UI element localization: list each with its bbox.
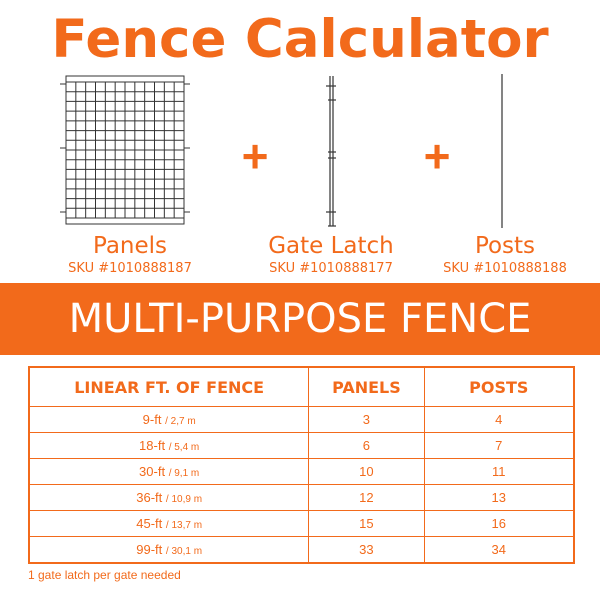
posts-cell: 16 [424,511,574,537]
posts-label: Posts [474,233,536,259]
feet-value: 18-ft [139,438,166,453]
table-row [29,433,574,459]
table-row [29,407,574,433]
panels-sku: SKU #1010888187 [68,261,192,276]
metric-value: / 30,1 m [165,546,203,557]
feet-value: 36-ft [136,490,163,505]
panels-cell: 10 [309,459,424,485]
plus-icon: + [423,130,451,182]
gate-latch-image [320,72,346,232]
panels-cell: 3 [309,407,424,433]
table-row [29,459,574,485]
length-cell [29,537,309,564]
fence-panel-icon [60,72,192,232]
gate-latch-icon [320,72,346,232]
metric-value: / 10,9 m [165,494,203,505]
length-cell [29,407,309,433]
length-cell [29,459,309,485]
panels-label: Panels [92,233,168,259]
posts-cell: 13 [424,485,574,511]
feet-value: 30-ft [139,464,166,479]
gate-latch-label: Gate Latch [268,233,394,259]
length-cell [29,511,309,537]
banner [0,283,600,355]
metric-value: / 9,1 m [168,468,200,479]
feet-value: 9-ft [142,412,162,427]
posts-sku: SKU #1010888188 [443,261,567,276]
posts-cell: 34 [424,537,574,564]
table-header-row [29,367,574,407]
metric-value: / 2,7 m [165,416,196,427]
panels-cell: 33 [309,537,424,564]
fence-panel-image [60,72,192,232]
footnote: 1 gate latch per gate needed [28,568,181,582]
table-row [29,537,574,564]
metric-value: / 5,4 m [168,442,200,453]
header-linear-ft: LINEAR FT. OF FENCE [29,367,309,407]
fence-table [28,366,575,564]
gate-latch-sku: SKU #1010888177 [269,261,393,276]
header-panels: PANELS [309,367,424,407]
posts-cell: 4 [424,407,574,433]
panels-cell: 12 [309,485,424,511]
posts-cell: 7 [424,433,574,459]
table-row [29,511,574,537]
posts-cell: 11 [424,459,574,485]
post-icon [495,72,509,232]
length-cell [29,485,309,511]
plus-icon: + [241,130,269,182]
panels-cell: 15 [309,511,424,537]
table-row [29,485,574,511]
feet-value: 99-ft [136,542,163,557]
metric-value: / 13,7 m [165,520,203,531]
page-title: Fence Calculator [51,9,549,70]
length-cell [29,433,309,459]
header-posts: POSTS [424,367,574,407]
feet-value: 45-ft [136,516,163,531]
post-image [495,72,509,232]
panels-cell: 6 [309,433,424,459]
banner-text: MULTI-PURPOSE FENCE [68,296,532,342]
